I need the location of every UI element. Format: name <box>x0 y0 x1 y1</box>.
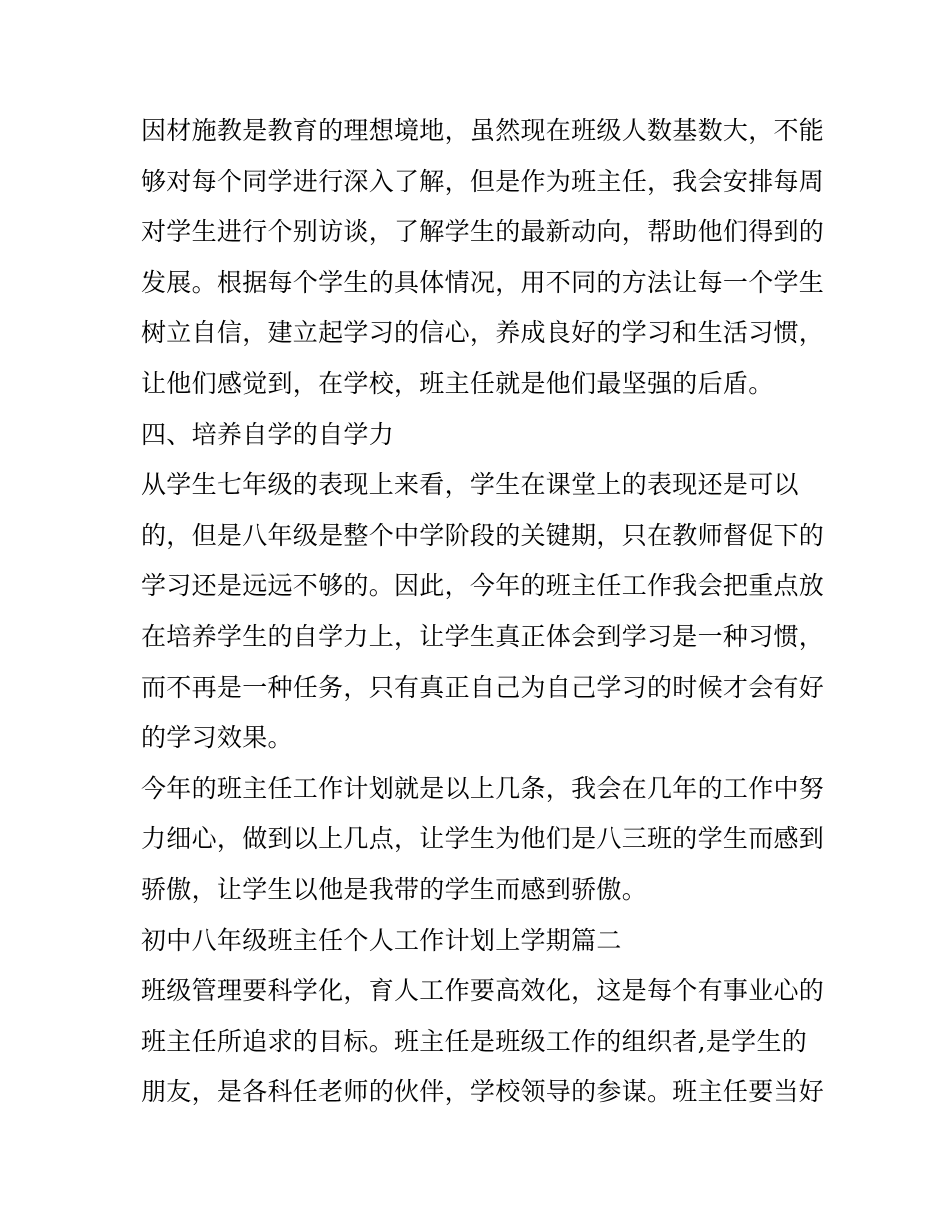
text-line: 学习还是远远不够的。因此，今年的班主任工作我会把重点放 <box>141 571 825 601</box>
text-line: 树立自信，建立起学习的信心，养成良好的学习和生活习惯， <box>141 318 825 348</box>
section-heading: 四、培养自学的自学力 <box>141 419 395 449</box>
text-line: 的，但是八年级是整个中学阶段的关键期，只在教师督促下的 <box>141 520 825 550</box>
text-line: 班级管理要科学化，育人工作要高效化，这是每个有事业心的 <box>141 976 825 1006</box>
text-line: 力细心，做到以上几点，让学生为他们是八三班的学生而感到 <box>141 824 825 854</box>
text-line: 对学生进行个别访谈，了解学生的最新动向，帮助他们得到的 <box>141 217 825 247</box>
text-line: 班主任所追求的目标。班主任是班级工作的组织者,是学生的 <box>141 1026 808 1056</box>
text-line: 发展。根据每个学生的具体情况，用不同的方法让每一个学生 <box>141 267 825 297</box>
text-line: 骄傲，让学生以他是我带的学生而感到骄傲。 <box>141 874 648 904</box>
section-heading: 初中八年级班主任个人工作计划上学期篇二 <box>141 925 622 955</box>
text-line: 的学习效果。 <box>141 723 293 753</box>
text-line: 从学生七年级的表现上来看，学生在课堂上的表现还是可以 <box>141 470 799 500</box>
text-line: 让他们感觉到，在学校，班主任就是他们最坚强的后盾。 <box>141 368 774 398</box>
text-line: 够对每个同学进行深入了解，但是作为班主任，我会安排每周 <box>141 166 825 196</box>
text-line: 而不再是一种任务，只有真正自己为自己学习的时候才会有好 <box>141 672 825 702</box>
text-line: 在培养学生的自学力上，让学生真正体会到学习是一种习惯， <box>141 621 825 651</box>
text-line: 朋友，是各科任老师的伙伴，学校领导的参谋。班主任要当好 <box>141 1077 825 1107</box>
document-body <box>141 106 825 1118</box>
text-line: 今年的班主任工作计划就是以上几条，我会在几年的工作中努 <box>141 773 825 803</box>
text-line: 因材施教是教育的理想境地，虽然现在班级人数基数大，不能 <box>141 116 825 145</box>
